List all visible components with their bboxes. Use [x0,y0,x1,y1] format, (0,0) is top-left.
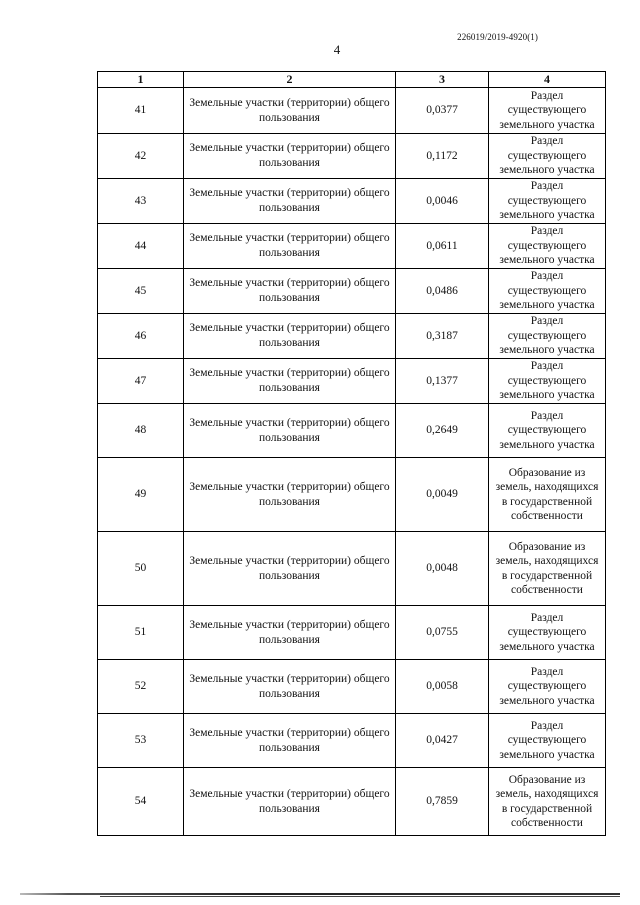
cell-category: Земельные участки (территории) общего пользования [184,88,396,134]
cell-number: 51 [98,606,184,660]
cell-category: Земельные участки (территории) общего пользования [184,768,396,836]
cell-status: Раздел существующего земельного участка [489,714,606,768]
cell-number: 46 [98,314,184,359]
cell-area: 0,0486 [396,269,489,314]
cell-number: 48 [98,404,184,458]
table-row [98,768,606,836]
cell-number: 52 [98,660,184,714]
cell-area: 0,0048 [396,532,489,606]
cell-status: Раздел существующего земельного участка [489,179,606,224]
table-row [98,88,606,134]
cell-status: Образование из земель, находящихся в государственной собственности [489,532,606,606]
cell-area: 0,3187 [396,314,489,359]
table-row [98,660,606,714]
table-row [98,179,606,224]
column-header-4: 4 [489,72,606,88]
table-row [98,269,606,314]
table-row [98,314,606,359]
cell-status: Раздел существующего земельного участка [489,359,606,404]
cell-area: 0,1377 [396,359,489,404]
cell-category: Земельные участки (территории) общего пользования [184,458,396,532]
table-row [98,359,606,404]
table-row [98,606,606,660]
cell-area: 0,0049 [396,458,489,532]
cell-status: Раздел существующего земельного участка [489,88,606,134]
land-parcels-table [97,71,606,836]
table-row [98,134,606,179]
cell-status: Раздел существующего земельного участка [489,660,606,714]
table-row [98,404,606,458]
cell-number: 50 [98,532,184,606]
cell-category: Земельные участки (территории) общего пользования [184,660,396,714]
table-row [98,224,606,269]
cell-status: Раздел существующего земельного участка [489,134,606,179]
cell-category: Земельные участки (территории) общего пользования [184,269,396,314]
cell-status: Раздел существующего земельного участка [489,404,606,458]
table-header-row [98,72,606,88]
cell-category: Земельные участки (территории) общего пользования [184,224,396,269]
cell-number: 41 [98,88,184,134]
cell-category: Земельные участки (территории) общего пользования [184,179,396,224]
cell-number: 42 [98,134,184,179]
cell-number: 45 [98,269,184,314]
scan-edge-artifact [20,893,620,895]
cell-area: 0,0427 [396,714,489,768]
cell-category: Земельные участки (территории) общего пользования [184,314,396,359]
cell-number: 43 [98,179,184,224]
cell-status: Раздел существующего земельного участка [489,269,606,314]
cell-area: 0,1172 [396,134,489,179]
cell-status: Раздел существующего земельного участка [489,314,606,359]
cell-area: 0,0046 [396,179,489,224]
page-number: 4 [333,42,341,57]
cell-category: Земельные участки (территории) общего пользования [184,532,396,606]
column-header-2: 2 [184,72,396,88]
table-row [98,714,606,768]
cell-area: 0,0755 [396,606,489,660]
cell-category: Земельные участки (территории) общего пользования [184,606,396,660]
document-number: 226019/2019-4920(1) [457,32,538,42]
column-header-3: 3 [396,72,489,88]
column-header-1: 1 [98,72,184,88]
cell-status: Образование из земель, находящихся в государственной собственности [489,768,606,836]
cell-area: 0,2649 [396,404,489,458]
cell-area: 0,7859 [396,768,489,836]
cell-category: Земельные участки (территории) общего пользования [184,134,396,179]
cell-category: Земельные участки (территории) общего пользования [184,359,396,404]
cell-status: Раздел существующего земельного участка [489,224,606,269]
cell-number: 53 [98,714,184,768]
scan-edge-artifact [100,896,620,897]
cell-number: 49 [98,458,184,532]
table-row [98,458,606,532]
cell-area: 0,0611 [396,224,489,269]
cell-status: Образование из земель, находящихся в государственной собственности [489,458,606,532]
cell-category: Земельные участки (территории) общего пользования [184,714,396,768]
cell-category: Земельные участки (территории) общего пользования [184,404,396,458]
cell-status: Раздел существующего земельного участка [489,606,606,660]
cell-number: 54 [98,768,184,836]
cell-area: 0,0058 [396,660,489,714]
cell-number: 47 [98,359,184,404]
table-row [98,532,606,606]
cell-number: 44 [98,224,184,269]
cell-area: 0,0377 [396,88,489,134]
